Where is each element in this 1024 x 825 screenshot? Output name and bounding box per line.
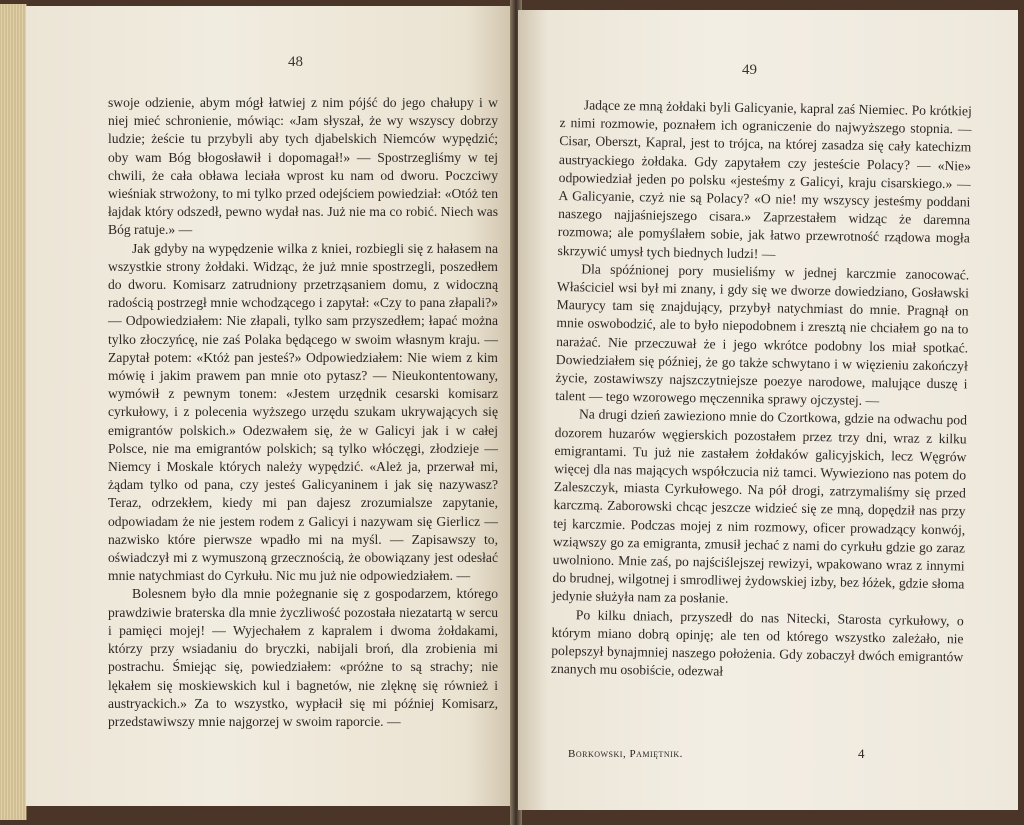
paragraph: Jadące ze mną żołdaki byli Galicyanie, kapral zaś Niemiec. Po krótkiej z nimi rozmowie, poznałem ich ograniczenie do najwyższego stopnia. — Cisar, Oberszt, Kapral, jest to trójca, na której zasadza się cały katechizm austryackiego żołdaka. Gdy zapytałem czy jesteście Polacy? — «Nie» odpowiedział jeden po polsku «jesteśmy z Galicyi, kraju cisarskiego.» — A Galicyanie, czyż nie są Polacy? «O nie! my wszyscy jesteśmy poddani naszego najjaśniejszego cisara.» Zaprzestałem widząc że daremna rozmowa; ale pomyślałem sobie, jak łatwo przewrotność rządowa mogła skrzywić umysł tych biednych ludzi! — bbox=[557, 97, 972, 262]
right-page-text bbox=[551, 96, 972, 685]
paragraph: Jak gdyby na wypędzenie wilka z kniei, rozbiegli się z hałasem na wszystkie strony żołdaki. Widząc, że już mnie spostrzegli, poszedłem do dworu. Komisarz zatrudniony przetrząsaniem domu, z widoczną radością postrzegł mnie wchodzącego i zapytał: «Czy to pana złapali?» — Odpowiedziałem: Nie złapali, tylko sam przyszedłem; łapać można tylko złoczyńcę, nie zaś Polaka będącego w swoim własnym kraju. — Zapytał potem: «Któż pan jesteś?» Odpowiedziałem: Nie wiem z kim mówię i jakim prawem pan mnie oto pytasz? — Nieukontentowany, wymówił z pewnym tonem: «Jestem urzędnik cesarski komisarz cyrkułowy, i z polecenia wyższego urzędu szukam ukrywających się emigrantów polskich.» Odezwałem się, że w Galicyi jak i w całej Polsce, nie ma emigrantów polskich; są tylko włóczęgi, złodzieje — Niemcy i Moskale których należy wypędzić. «Ależ ja, przerwał mi, żądam tylko od pana, czy jesteś Galicyaninem i jak się nazywasz? Teraz, odrzekłem, kiedy mi pan dajesz zrozumialsze zapytanie, odpowiadam że nie jestem rodem z Galicyi i nazywam się Gierlicz — nazwisko które pierwsze wpadło mi na myśl. — Zapisawszy to, oświadczył mi z wymuszoną grzecznością, że obowiązany jest odesłać mnie natychmiast do Cyrkułu. Nic mu już nie odpowiedziałem. — bbox=[108, 240, 498, 584]
paragraph: swoje odzienie, abym mógł łatwiej z nim pójść do jego chałupy i w niej mieć schronienie, mówiąc: «Jam słyszał, że wy wszyscy dobrzy ludzie; żeście tu przybyli aby tych djabelskich Niemców wypędzić; oby wam Bóg błogosławił i dopomagał!» — Spostrzegliśmy w tej chwili, że cała obława leciała wprost ku nam od dworu. Poczciwy wieśniak strwożony, to mi tylko przed odejściem powiedział: «Otóż ten łajdak który odszedł, pewno wydał nas. Już nie ma co robić. Niech was Bóg ratuje.» — bbox=[108, 95, 498, 238]
signature-mark: 4 bbox=[858, 746, 865, 761]
left-page-number: 48 bbox=[288, 54, 303, 70]
running-footer: Borkowski, Pamiętnik. bbox=[568, 748, 683, 760]
paragraph: Bolesnem było dla mnie pożegnanie się z gospodarzem, którego prawdziwie braterska dla mnie życzliwość pozostała niezatartą w sercu i pamięci mojej! — Wyjechałem z kapralem i dwoma żołdakami, którzy przy wsiadaniu do bryczki, nabijali broń, dla zrobienia mi postrachu. Śmiejąc się, powiedziałem: «próżne to są strachy; nie lękałem się moskiewskich kul i bagnetów, nie zlęknę się również i austryackich.» Za to wszystko, wypłacił się mi później Komisarz, przedstawiwszy mnie najgorzej w swoim raporcie. — bbox=[108, 586, 498, 729]
left-page-text bbox=[108, 94, 498, 731]
left-page bbox=[26, 6, 514, 806]
right-page-number: 49 bbox=[742, 62, 757, 78]
paragraph: Po kilku dniach, przyszedł do nas Nitecki, Starosta cyrkułowy, o którym miano dobrą opinję; ale ten od którego wszystko zależało, nie polepszył bynajmniej naszego położenia. Gdy zobaczył dwóch emigrantów znanych mu osobiście, odezwał bbox=[550, 607, 964, 679]
paragraph: Na drugi dzień zawieziono mnie do Czortkowa, gdzie na odwachu pod dozorem huzarów węgierskich pozostałem przez trzy dni, wraz z kilku emigrantami. Tu już nie zastałem żołdaków galicyjskich, lecz Węgrów więcej dla nas mających współczucia niż tamci. Wywieziono nas potem do Zaleszczyk, miasta Cyrkułowego. Na pół drogi, zatrzymaliśmy się przed karczmą. Zaborowski chcąc jeszcze widzieć się ze mną, dopędził nas przy tej karczmie. Podczas mojej z nim rozmowy, oficer prowadzący konwój, wziąwszy go za emigranta, zmusił jechać z nami do cyrkułu gdzie go zaraz uwolniono. Mnie zaś, po najściślejszej rewizyi, wpakowano wraz z innymi do brudnej, wilgotnej i smrodliwej żydowskiej izby, bez łóżek, gdzie słoma jedynie służyła nam za posłanie. bbox=[552, 406, 968, 607]
paragraph: Dla spóźnionej pory musieliśmy w jednej karczmie zanocować. Właściciel wsi był mi znany, i gdy się we dworze dowiedziano, Gosławski Maurycy tam się znajdujący, przybył natychmiast do mnie. Pragnął on mnie oswobodzić, ale to było niepodobnem i zresztą nie chciałem go na to narażać. Nie przeczuwał że i jego wkrótce podobny los miał spotkać. Dowiedziałem się później, że go także schwytano i w więzieniu zakończył życie, zostawiwszy najszczytniejsze poezye narodowe, malujące duszę i talent — tego wzorowego męczennika sprawy ojczystej. — bbox=[555, 261, 970, 409]
right-page bbox=[518, 10, 1018, 810]
page-edges bbox=[0, 4, 27, 820]
